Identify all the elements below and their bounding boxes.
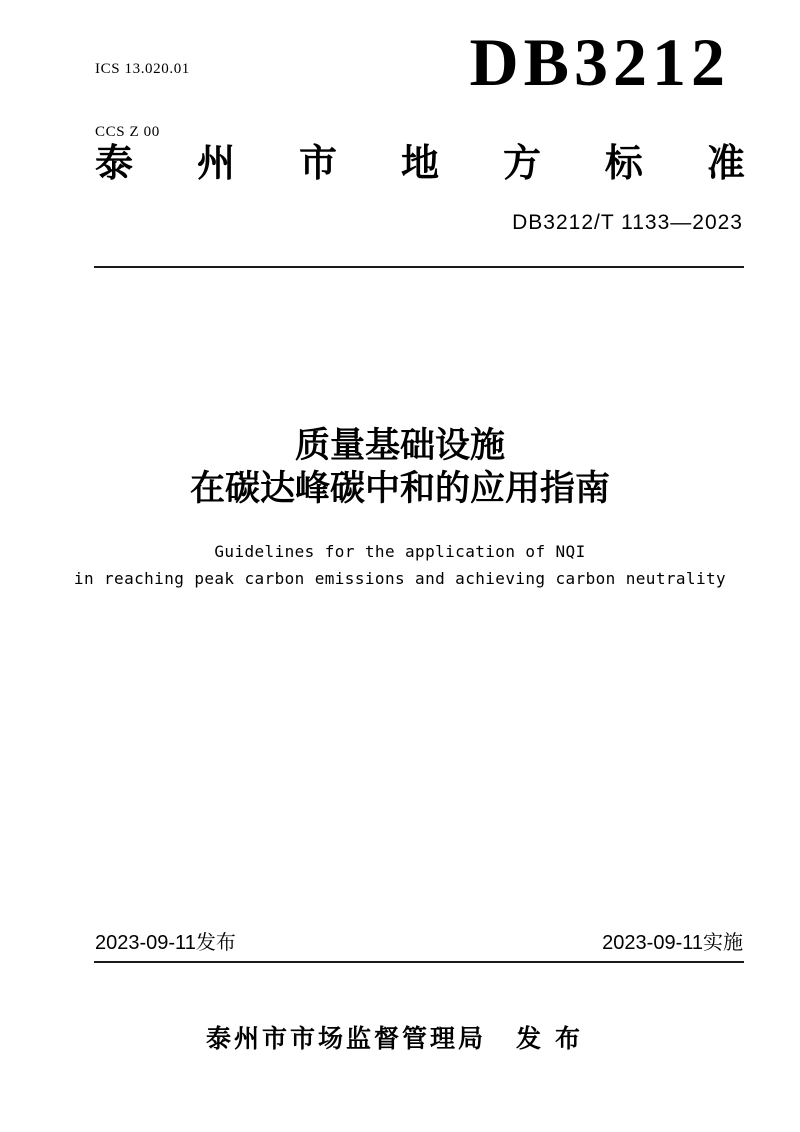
- date-row: [95, 930, 743, 956]
- standard-name-char: 市: [298, 143, 337, 185]
- standard-name-char: 准: [706, 143, 745, 185]
- ccs-code: CCS Z 00: [95, 124, 160, 140]
- publisher-name: 泰州市市场监督管理局: [205, 1026, 486, 1053]
- standard-name-char: 标: [604, 143, 643, 185]
- standard-number: DB3212/T 1133—2023: [512, 211, 743, 234]
- standard-name-char: 泰: [95, 143, 134, 185]
- document-title: [0, 424, 800, 510]
- standard-name: [95, 144, 745, 186]
- subtitle-en-line-2: in reaching peak carbon emissions and achieving carbon neutrality: [73, 569, 727, 588]
- standard-name-char: 方: [502, 143, 541, 185]
- header-rule: [94, 266, 744, 268]
- implement-date: 2023-09-11实施: [602, 932, 743, 954]
- subtitle-en-line-1: Guidelines for the application of NQI: [214, 542, 586, 561]
- document-title-english: [0, 538, 800, 592]
- standard-name-char: 地: [400, 143, 439, 185]
- footer-rule: [94, 961, 744, 963]
- standard-name-char: 州: [196, 143, 235, 185]
- title-line-1: 质量基础设施: [294, 426, 505, 465]
- publish-label: 发布: [516, 1026, 595, 1053]
- db-logo: DB3212: [469, 24, 730, 100]
- title-line-2: 在碳达峰碳中和的应用指南: [189, 469, 610, 508]
- issue-date: 2023-09-11发布: [95, 932, 236, 954]
- publisher-line: [0, 1023, 800, 1057]
- ics-code: ICS 13.020.01: [95, 61, 190, 77]
